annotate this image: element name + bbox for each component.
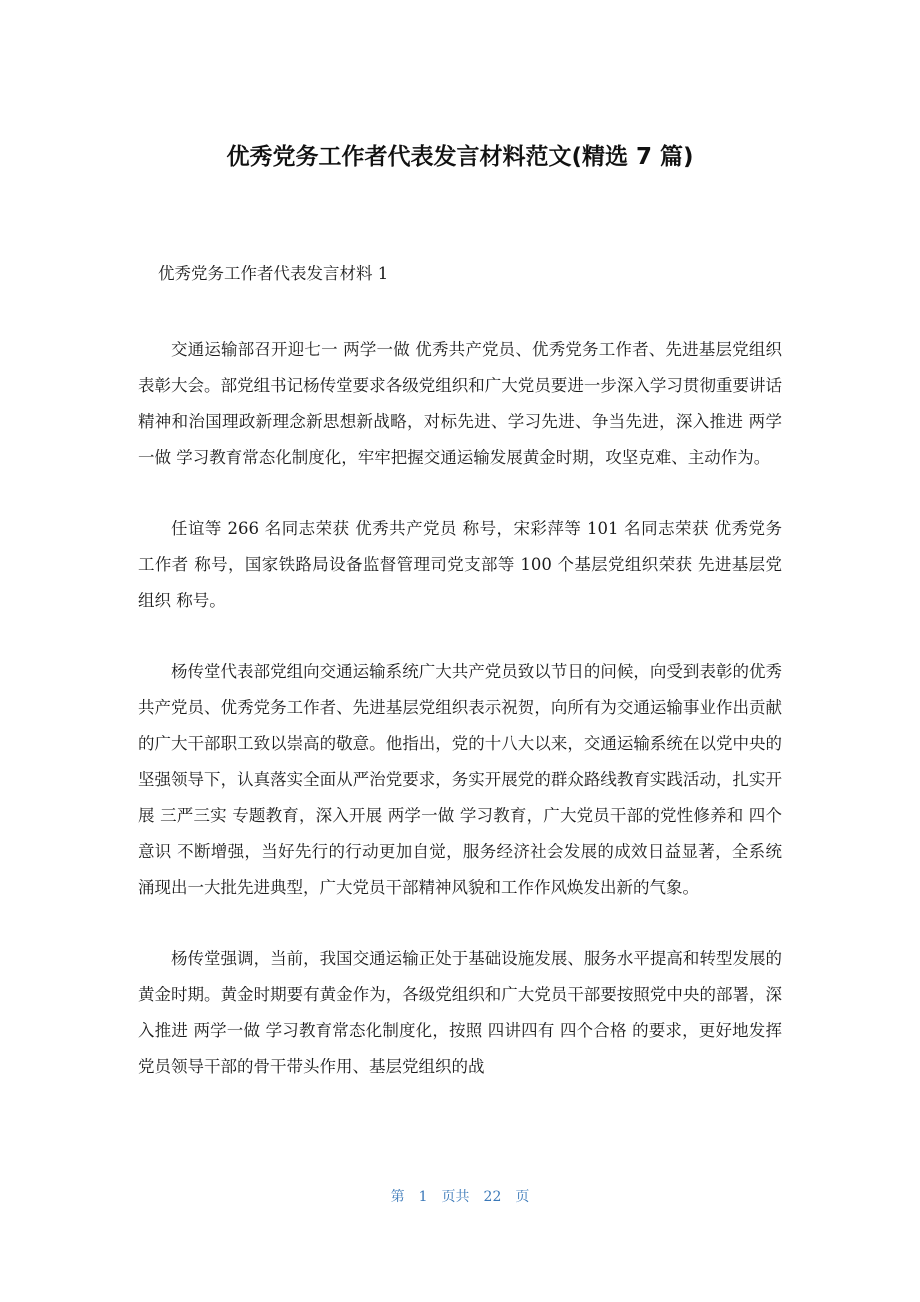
footer-current-page: 1 (418, 1189, 428, 1205)
footer-total-pages: 22 (483, 1189, 502, 1205)
paragraph-3: 杨传堂代表部党组向交通运输系统广大共产党员致以节日的问候，向受到表彰的优秀共产党员、优秀党务工作者、先进基层党组织表示祝贺，向所有为交通运输事业作出贡献的广大干部职工致以崇高的敬意。他指出，党的十八大以来，交通运输系统在以党中央的坚强领导下，认真落实全面从严治党要求，务实开展党的群众路线教育实践活动，扎实开展 三严三实 专题教育，深入开展 两学一做 学习教育，广大党员干部的党性修养和 四个意识 不断增强，当好先行的行动更加自觉，服务经济社会发展的成效日益显著，全系统涌现出一大批先进典型，广大党员干部精神风貌和工作作风焕发出新的气象。 (138, 662, 782, 897)
section-heading: 优秀党务工作者代表发言材料 1 (158, 264, 389, 283)
paragraph-2: 任谊等 266 名同志荣获 优秀共产党员 称号，宋彩萍等 101 名同志荣获 优秀党务工作者 称号，国家铁路局设备监督管理司党支部等 100 个基层党组织荣获 先进基层党组织 称号。 (138, 519, 782, 610)
document-body (138, 332, 782, 1120)
footer-suffix: 页 (515, 1189, 530, 1205)
paragraph-1: 交通运输部召开迎七一 两学一做 优秀共产党员、优秀党务工作者、先进基层党组织表彰大会。部党组书记杨传堂要求各级党组织和广大党员要进一步深入学习贯彻重要讲话精神和治国理政新理念新思想新战略，对标先进、学习先进、争当先进，深入推进 两学一做 学习教育常态化制度化，牢牢把握交通运输发展黄金时期，攻坚克难、主动作为。 (138, 340, 782, 467)
footer-prefix: 第 (390, 1189, 405, 1205)
paragraph-4: 杨传堂强调，当前，我国交通运输正处于基础设施发展、服务水平提高和转型发展的黄金时期。黄金时期要有黄金作为，各级党组织和广大党员干部要按照党中央的部署，深入推进 两学一做 学习教育常态化制度化，按照 四讲四有 四个合格 的要求，更好地发挥党员领导干部的骨干带头作用、基层党组织的战 (138, 949, 782, 1076)
footer-middle: 页共 (441, 1189, 470, 1205)
page-footer (0, 1186, 920, 1208)
document-title: 优秀党务工作者代表发言材料范文(精选 7 篇) (226, 144, 694, 170)
